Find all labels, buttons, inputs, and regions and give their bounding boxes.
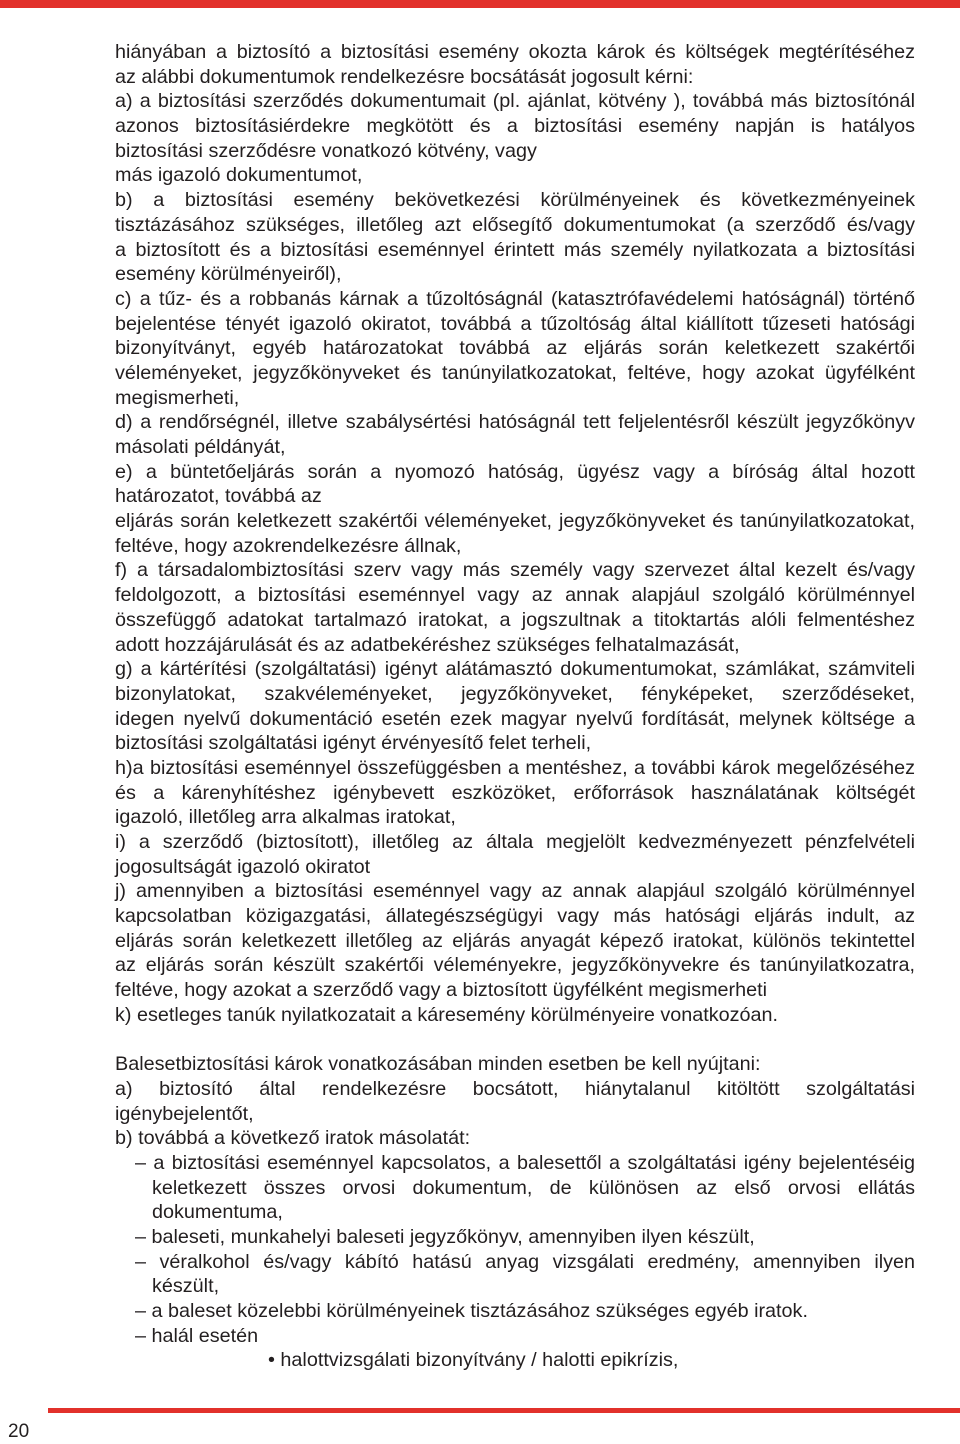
dash-list-continuation: dokumentuma, xyxy=(152,1201,283,1224)
paragraph-line: azonos biztosításiérdekre megkötött és a biztosítási esemény napján is hatályos xyxy=(115,115,915,138)
paragraph-line: eljárás során keletkezett szakértői véleményeket, jegyzőkönyveket és tanúnyilatkozatokat, xyxy=(115,510,915,533)
paragraph-line: másolati példányát, xyxy=(115,436,286,458)
paragraph-line: feldolgozott, a biztosítási eseménnyel vagy az annak alapjául szolgáló körülménnyel xyxy=(115,584,915,607)
paragraph-line: idegen nyelvű dokumentáció esetén ezek magyar nyelvű fordítását, melynek költsége a xyxy=(115,707,915,730)
paragraph-line: biztosítási szerződésre vonatkozó kötvény, vagy xyxy=(115,139,537,162)
paragraph-line: eljárás során keletkezett illetőleg az eljárás anyagát képező iratokat, különös tekintettel xyxy=(115,929,915,952)
dash-list-item: – a baleset közelebbi körülményeinek tisztázásához szükséges egyéb iratok. xyxy=(135,1300,808,1323)
list-item-a: a) a biztosítási szerződés dokumentumait (pl. ajánlat, kötvény ), továbbá más biztosítónál xyxy=(115,90,915,113)
paragraph-line: adott hozzájárulását és az adatbekéréshez szükséges felhatalmazását, xyxy=(115,633,740,656)
paragraph-line: határozatot, továbbá az xyxy=(115,485,322,508)
list-item-g: g) a kártérítési (szolgáltatási) igényt alátámasztó dokumentumokat, számlákat, számviteli xyxy=(115,658,915,681)
paragraph-line: az alábbi dokumentumok rendelkezésre bocsátását jogosult kérni: xyxy=(115,65,694,88)
list-item-f: f) a társadalombiztosítási szerv vagy más személy vagy szervezet által kezelt és/vagy xyxy=(115,559,915,582)
paragraph-line: bizonyítványt, egyéb határozatokat továbbá az eljárás során keletkezett szakértői xyxy=(115,337,915,360)
dash-list-item: – halál esetén xyxy=(135,1324,259,1347)
list-item-a: a) biztosító által rendelkezésre bocsátott, hiánytalanul kitöltött szolgáltatási xyxy=(115,1077,915,1100)
paragraph-line: tisztázásához szükséges, illetőleg azt elősegítő dokumentumokat (a szerződő és/vagy xyxy=(115,213,915,236)
dash-list-continuation: keletkezett összes orvosi dokumentum, de különösen az első orvosi ellátás xyxy=(152,1176,915,1199)
document-body xyxy=(115,40,915,1373)
footer-rule xyxy=(48,1408,960,1413)
list-item-e: e) a büntetőeljárás során a nyomozó hatóság, ügyész vagy a bíróság által hozott xyxy=(115,460,915,483)
paragraph-line: jogosultságát igazoló okiratot xyxy=(115,855,371,878)
top-accent-bar xyxy=(0,0,960,8)
paragraph-line: és a kárenyhítéshez igénybevett eszközöket, erőforrások használatának költségét xyxy=(115,781,915,804)
page-number: 20 xyxy=(8,1421,30,1442)
paragraph-spacer xyxy=(115,1028,915,1053)
accident-insurance-section xyxy=(115,1052,915,1373)
list-item-c: c) a tűz- és a robbanás kárnak a tűzoltóságnál (katasztrófavédelemi hatóságnál) történő xyxy=(115,287,915,310)
dash-list-continuation: készült, xyxy=(152,1275,220,1298)
list-item-b: b) továbbá a következő iratok másolatát: xyxy=(115,1127,471,1150)
paragraph-line: bizonylatokat, szakvéleményeket, jegyzőkönyveket, fényképeket, szerződéseket, xyxy=(115,682,915,705)
list-item-k: k) esetleges tanúk nyilatkozatait a káresemény körülményeire vonatkozóan. xyxy=(115,1003,779,1026)
paragraph-line: más igazoló dokumentumot, xyxy=(115,164,363,187)
paragraph-line: véleményeket, jegyzőkönyveket és tanúnyilatkozatokat, feltéve, hogy azokat ügyfélként xyxy=(115,361,915,384)
paragraph-line: megismerheti, xyxy=(115,386,240,409)
paragraph-line: a biztosított és a biztosítási eseménnyel érintett más személy nyilatkozata a biztosítási xyxy=(115,238,915,261)
dash-list-item: – a biztosítási eseménnyel kapcsolatos, a balesettől a szolgáltatási igény bejelentéséig xyxy=(135,1151,915,1174)
list-item-j: j) amennyiben a biztosítási eseménnyel vagy az annak alapjául szolgáló körülménnyel xyxy=(115,880,915,903)
dash-list-item: – véralkohol és/vagy kábító hatású anyag vizsgálati eredmény, amennyiben ilyen xyxy=(135,1250,915,1273)
list-item-d: d) a rendőrségnél, illetve szabálysértési hatóságnál tett feljelentésről készült jegyzőkönyv xyxy=(115,411,915,434)
paragraph-line: igénybejelentőt, xyxy=(115,1102,254,1125)
paragraph-line: az eljárás során készült szakértői véleményekre, jegyzőkönyvekre és tanúnyilatkozatra, xyxy=(115,954,915,977)
paragraph-line: esemény körülményeiről), xyxy=(115,263,342,286)
section-intro-line: Balesetbiztosítási károk vonatkozásában minden esetben be kell nyújtani: xyxy=(115,1053,761,1076)
paragraph-line: feltéve, hogy azokrendelkezésre állnak, xyxy=(115,534,462,557)
paragraph-line: összefüggő adatokat tartalmazó iratokat, a jogszultnak a titoktartás alóli felmentéshez xyxy=(115,608,915,631)
paragraph-line: biztosítási szolgáltatási igényt érvényesítő felet terheli, xyxy=(115,732,592,755)
list-item-i: i) a szerződő (biztosított), illetőleg az általa megjelölt kedvezményezett pénzfelvételi xyxy=(115,831,915,853)
paragraph-line: feltéve, hogy azokat a szerződő vagy a biztosított ügyfélként megismerheti xyxy=(115,979,768,1002)
list-item-h: h)a biztosítási eseménnyel összefüggésben a mentéshez, a további károk megelőzéséhez xyxy=(115,756,915,779)
paragraph-line: igazoló, illetőleg arra alkalmas iratokat, xyxy=(115,806,456,829)
paragraph-line: kapcsolatban közigazgatási, állategészségügyi vagy más hatósági eljárás indult, az xyxy=(115,905,915,928)
paragraph-line: bejelentése tényét igazoló okiratot, továbbá a tűzoltóság által kiállított tűzeseti hatósági xyxy=(115,312,915,335)
required-documents-section xyxy=(115,40,915,1028)
paragraph-line: hiányában a biztosító a biztosítási esemény okozta károk és költségek megtérítéséhez xyxy=(115,41,915,63)
bullet-list-item: • halottvizsgálati bizonyítvány / halotti epikrízis, xyxy=(268,1349,679,1372)
list-item-b: b) a biztosítási esemény bekövetkezési körülményeinek és következményeinek xyxy=(115,189,915,212)
dash-list-item: – baleseti, munkahelyi baleseti jegyzőkönyv, amennyiben ilyen készült, xyxy=(135,1226,755,1248)
